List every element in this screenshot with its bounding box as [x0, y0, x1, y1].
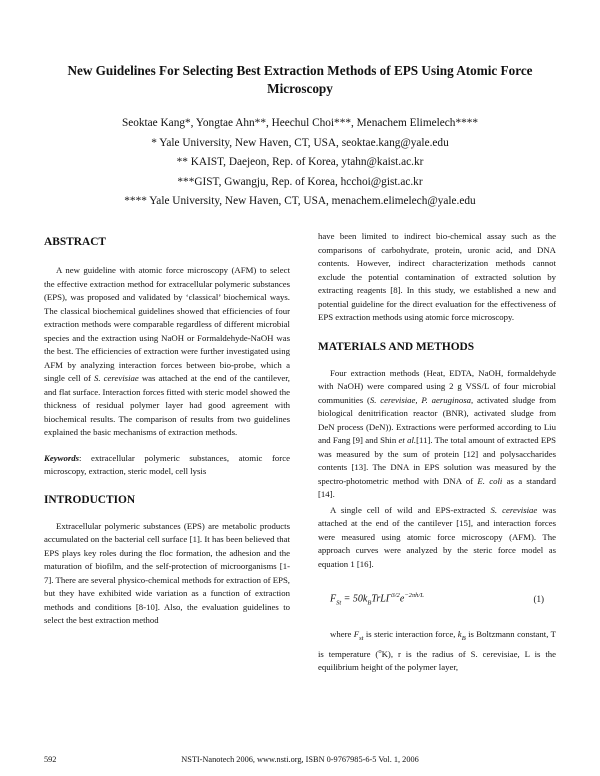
right-column [318, 230, 556, 675]
introduction-text-continued: have been limited to indirect bio-chemical assay such as the comparisons of carbohydrate, protein, uronic acid, and DNA contents. However, indirect characterization methods cannot exclude the potential contamination of extracted solution by extracting reagents [8]. In this study, we established a new and potential guideline for the direct evaluation for the effectiveness of EPS extraction methods using atomic force microscopy. [318, 231, 556, 322]
keywords-text: : extracellular polymeric substances, atomic force microscopy, extraction, steric model, cell lysis [44, 452, 290, 476]
affiliation: ***GIST, Gwangju, Rep. of Korea, hcchoi@gist.ac.kr [177, 175, 423, 188]
left-column [44, 234, 290, 628]
keywords [44, 452, 290, 479]
affiliation: **** Yale University, New Haven, CT, USA, menachem.elimelech@yale.edu [124, 195, 476, 208]
steric-force-equation: $F_{St} = 50k_BTrL\Gamma^{3/2}e^{-2\pi h/L}$ [330, 592, 424, 607]
methods-heading: MATERIALS AND METHODS [318, 340, 475, 353]
abstract-text: A new guideline with atomic force microscopy (AFM) to select the effective extraction method for extracellular polymeric substances (EPS), was proposed and validated by ‘classical’ biochemical ways. The classical biochemical guidelines showed that efficiencies of four extraction methods were comparable regardless of different microbial species and the extraction using NaOH or Formaldehyde-NaOH was the best. The efficiencies of extraction were further investigated using AFM by analyzing interaction forces between bio-probe, which a single cell of S. cerevisiae was attached at the end of the cantilever, and flat surface. Interaction forces fitted with steric model showed the thickness of residual polymer layer had good agreement with biochemical results. The comparison of results from two guidelines explained the basic mechanisms of extraction methods. [44, 265, 290, 437]
equation-1 [330, 589, 556, 610]
author-block [40, 114, 560, 212]
author-list: Seoktae Kang*, Yongtae Ahn**, Heechul Choi***, Menachem Elimelech**** [121, 117, 479, 129]
keywords-label: Keywords [44, 452, 79, 463]
footer-citation: NSTI-Nanotech 2006, www.nsti.org, ISBN 0-9767985-6-5 Vol. 1, 2006 [181, 755, 419, 764]
introduction-text: Extracellular polymeric substances (EPS) are metabolic products accumulated on the bacterial cell surface [1]. It has been believed that EPS plays key roles during the floc formation, the adhesion and the maturation of biofilm, and the self-protection of microorganisms [1-7]. There are several physico-chemical methods for extraction of EPS, but they have exhibited wide variation as a function of extraction methods and conditions [8-10]. Also, the evaluation guidelines to select the best extraction method [44, 520, 290, 625]
paper-title: New Guidelines For Selecting Best Extraction Methods of EPS Using Atomic Force Microscopy [67, 63, 533, 96]
affiliation: * Yale University, New Haven, CT, USA, seoktae.kang@yale.edu [151, 136, 449, 149]
page-number: 592 [44, 755, 57, 764]
abstract-heading: ABSTRACT [44, 236, 107, 248]
methods-text: where $F_{st}$ is steric interaction force, $k_B$ is Boltzmann constant, T is temperature ($^o$K), r is the radius of S. cerevisiae, L is the equilibrium height of the polymer layer, [318, 628, 557, 673]
methods-text: A single cell of wild and EPS-extracted S. cerevisiae was attached at the end of the cantilever [15], and interaction forces were measured using atomic force microscopy (AFM). The approach curves were analyzed by the steric force model as equation 1 [16]. [318, 504, 557, 569]
methods-text: Four extraction methods (Heat, EDTA, NaOH, formaldehyde with NaOH) were compared using 2 g VSS/L of four microbial communities (S. cerevisiae, P. aeruginosa, activated sludge from biological denitrification reactor (BNR), activated sludge from DeN process (DeN)). Extractions were performed according to Liu and Fang [9] and Shin et al.[11]. The total amount of extracted EPS was measured by the sum of protein [12] and polysaccharides contents [13]. The DNA in EPS solution was measured by the spectro-photometric method with DNA of E. coli as a standard [14]. [318, 367, 557, 499]
affiliation: ** KAIST, Daejeon, Rep. of Korea, ytahn@kaist.ac.kr [176, 156, 424, 169]
equation-number: (1) [533, 593, 544, 604]
introduction-heading: INTRODUCTION [44, 493, 136, 506]
